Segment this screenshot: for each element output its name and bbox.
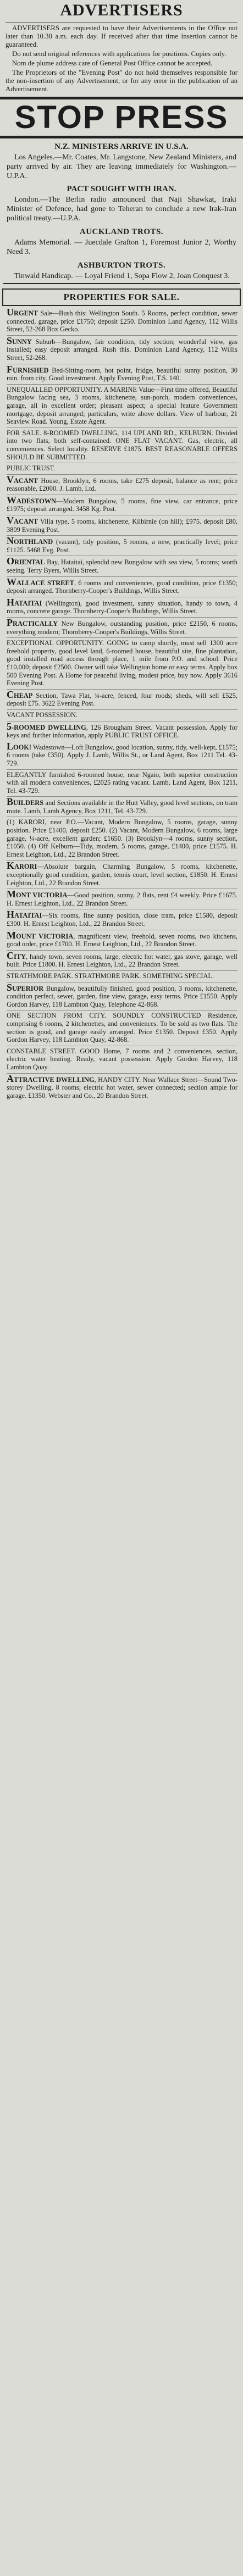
results-body — [0, 271, 243, 281]
ad-text: , handy town, seven rooms, large, electric hot water, gas stove, garage, well built. Price £1800. H. Ernest Leighton, Ltd., 22 Brandon Street. — [7, 952, 238, 969]
classified-ad — [7, 721, 238, 741]
classified-ad — [7, 982, 238, 1011]
ad-initial: M — [7, 889, 16, 900]
ad-lead: URNISHED — [13, 366, 49, 374]
classified-ad — [7, 909, 238, 930]
ad-lead: TTRACTIVE DWELLING — [14, 1075, 95, 1084]
classified-ad — [7, 428, 238, 463]
ad-initial: S — [7, 981, 13, 993]
ad-initial: U — [7, 307, 14, 318]
ad-lead: ITY — [14, 952, 26, 961]
results-text: Adams Memorial. — Juecdale Grafton 1, Foremost Junior 2, Worthy Need 3. — [7, 238, 236, 256]
classified-ad — [7, 741, 238, 770]
ad-text: (vacant), tidy position, 5 rooms, a new, practically level; price £1125. 5468 Evg. Post. — [7, 538, 238, 554]
classified-ad — [7, 1046, 238, 1074]
classified-ad — [7, 463, 238, 475]
divider — [5, 22, 238, 23]
ad-text: Villa type, 5 rooms, kitchenette, Kilbirnie (on hill); £975. deposit £80, 3809 Evening Post. — [7, 518, 238, 534]
ad-initial: B — [7, 796, 14, 808]
ad-lead: -ROOMED DWELLING — [12, 723, 86, 731]
classified-ad — [7, 495, 238, 515]
ad-lead: ACANT — [14, 518, 38, 526]
ad-text: —Modern Bungalow, 5 rooms, fine view, car entrance, price £1975; deposit arranged. 3458 Kg. Post. — [7, 497, 238, 513]
story-headline: N.Z. MINISTERS ARRIVE IN U.S.A. — [54, 142, 189, 151]
ad-text: —Good position, sunny, 2 flats, rent £4 weekly. Price £1675. H. Ernest Leighton, Ltd., 22 Brandon Street. — [7, 891, 238, 907]
classified-ad — [7, 536, 238, 556]
ad-initial: M — [7, 929, 16, 941]
ad-lead: RACTICALLY — [13, 620, 58, 628]
ad-text: FOR SALE. 8-ROOMED DWELLING, 114 UPLAND RD., KELBURN. Divided into two flats, both self-contained. ONE FLAT VACANT. Gas, electric, all conveniences. Select locality. RESERVE £1875. BEST REASONABLE OFFERS SHOULD BE SUBMITTED. — [7, 429, 238, 461]
ad-text: New Bungalow, outstanding position, price £2150, 6 rooms, everything modern; Thornberry-Cooper's Buildings, Willis Street. — [7, 620, 238, 636]
ad-text: (Wellington), good investment, sunny situation, handy to town, 4 rooms, concrete garage. Thornberry-Cooper's Buildings, Willis Street. — [7, 599, 238, 615]
ad-text: (1) KARORI, near P.O.—Vacant, Modern Bungalow, 5 rooms, garage, sunny position. Price £1400, deposit £250. (2) Vacant, Modern Bungalow, 6 rooms, large garage, ¼-acre, excellent garden; £1650. (3) Brooklyn—4 rooms, sunny section, £1050. (4) Off Kelburn—Tidy, modern, 5 rooms, garage, £1400, price £1575. H. Ernest Leighton, Ltd., 22 Brandon Street. — [7, 818, 238, 858]
classified-ad — [7, 307, 238, 336]
ad-lead: RGENT — [14, 309, 38, 317]
ad-text: Bay, Hataitai, splendid new Bungalow with sea view, 5 rooms; worth seeing. Terry Byers, Willis Street. — [7, 558, 238, 575]
classified-ad — [7, 797, 238, 817]
classified-ad — [7, 951, 238, 971]
advertisers-heading: ADVERTISERS — [60, 1, 183, 19]
ad-initial: V — [7, 474, 14, 485]
ad-text: Suburb—Bungalow, fair condition, tidy section; wonderful view, gas installed; easy deposit arranged. Rush this. Dominion Land Agency, 112 Willis Street, 52-268. — [7, 337, 238, 362]
ad-initial: P — [7, 617, 13, 628]
classified-ad — [7, 1074, 238, 1102]
classified-ad — [7, 597, 238, 618]
classified-ad — [7, 475, 238, 495]
ad-initial: 5 — [7, 720, 12, 732]
ad-text: House, Brooklyn, 6 rooms, take £275 deposit, balance as rent; price reasonable, £2000. J. Lamb, Ltd. — [7, 476, 238, 493]
classified-ad — [7, 930, 238, 951]
advertisers-note: Do not send original references with applications for positions. Copies only. — [12, 50, 227, 58]
ad-text: , HANDY CITY. Near Wallace Street—Sound Two-storey Dwelling, 8 rooms; electric hot water, sewer connected; section ample for garage. £1350. Webster and Co., 20 Brandon Street. — [7, 1075, 238, 1100]
stop-press-heading: STOP PRESS — [0, 97, 243, 138]
ad-initial: W — [7, 576, 16, 587]
ad-initial: O — [7, 556, 15, 567]
classified-ad — [7, 971, 238, 982]
ad-text: , magnificent view, freehold, seven rooms, two kitchens, good order, price £1700. H. Ernest Leighton, Ltd., 22 Brandon Street. — [7, 932, 238, 948]
ad-lead: ARORI — [14, 863, 37, 871]
ad-text: , 6 rooms and conveniences, good condition, price £1350; deposit arranged. Thornberry-Cooper's Buildings, Willis Street. — [7, 579, 238, 595]
ad-text: ELEGANTLY furnished 6-roomed house, near Ngaio, both superior construction with all modern conveniences, £2025 rating vacant. Lamb, Land Agent, Box 1211, Tel. 43-729. — [7, 770, 238, 795]
ad-lead: ATAITAI — [14, 599, 42, 607]
ad-text: —Absolute bargain, Charming Bungalow, 5 rooms, kitchenette, exceptionally good condition, garden, tennis court, level section, £1850. H. Ernest Leighton, Ltd., 22 Brandon Street. — [7, 863, 238, 887]
ad-initial: F — [7, 363, 13, 375]
story-paragraph: London.—The Berlin radio announced that Naji Shawkat, Iraki Minister of Defence, had gone to Teheran to conclude a new Irak-Iran political treaty.—U.P.A. — [7, 196, 236, 223]
classified-ad — [7, 577, 238, 597]
classified-ad — [7, 817, 238, 860]
classified-ad — [7, 889, 238, 909]
ad-initial: W — [7, 494, 16, 506]
ad-text: STRATHMORE PARK. STRATHMORE PARK. SOMETHING SPECIAL. — [7, 971, 214, 980]
advertisers-note: ADVERTISERS are requested to have their Advertisements in the Office not later than 10.30 a.m. each day. If received after that time insertion cannot be guaranteed. — [5, 24, 238, 48]
ad-initial: C — [7, 689, 14, 700]
ad-text: , 126 Brougham Street. Vacant possession. Apply for keys and further information, apply PUBLIC TRUST OFFICE. — [7, 723, 238, 740]
classified-ad — [7, 385, 238, 428]
ad-lead: HEAP — [14, 691, 33, 699]
story-headline: PACT SOUGHT WITH IRAN. — [67, 185, 176, 193]
ad-text: VACANT POSSESSION. — [7, 710, 78, 719]
ad-lead: OOK! — [13, 743, 32, 751]
ad-text: CONSTABLE STREET. GOOD Home, 7 rooms and 2 conveniences, section, electric water heating. Ready, vacant possession. Apply Gordon Harvey, 118 Lambton Quay. — [7, 1047, 238, 1071]
ad-text: UNEQUALLED OPPORTUNITY. A MARINE Value—First time offered, Beautiful Bungalow facing sea, 3 rooms, kitchenette, sun-porch, modern conveniences, garage, all in excellent order; pleasant aspect; a special feature Government mortgage, deposit arranged; particulars, write above dollars. View of harbour, 21 Seaview Road. Young, Estate Agent. — [7, 385, 238, 426]
results-heading: ASHBURTON TROTS. — [77, 261, 166, 270]
ad-initial: A — [7, 1073, 14, 1084]
ad-initial: H — [7, 909, 15, 920]
story-paragraph: Los Angeles.—Mr. Coates, Mr. Langstone, New Zealand Ministers, and party arrived by air. They are leaving immediately for Washington.—U.P.A. — [7, 153, 236, 180]
ad-text: ONE SECTION FROM CITY. SOUNDLY CONSTRUCTED Residence, comprising 6 rooms, 2 kitchenettes, and conveniences. To be sold as two flats. The section is good, and garage easily arranged. Price £1350. Deposit £350. Apply Gordon Harvey, 118 Lambton Quay, 42-868. — [7, 1012, 238, 1044]
results-heading: AUCKLAND TROTS. — [79, 227, 164, 236]
ad-text: PUBLIC TRUST. — [7, 464, 56, 473]
classified-ad — [7, 770, 238, 797]
classified-ad — [7, 1011, 238, 1046]
ad-lead: OUNT VICTORIA — [16, 932, 74, 940]
ad-initial: S — [7, 335, 13, 346]
ad-lead: ALLACE STREET — [16, 579, 74, 587]
ad-initial: L — [7, 740, 14, 752]
classified-ad — [7, 690, 238, 710]
ad-lead: ONT VICTORIA — [16, 891, 68, 900]
classified-ad — [7, 364, 238, 385]
ad-lead: ATAITAI — [14, 912, 42, 920]
classified-ads — [0, 307, 243, 741]
ad-text: Bungalow, beautifully finished, good position, 3 rooms, kitchenette, condition perfect, sewer, garden, fine view, garage, easy terms. Price £1550. Apply Gordon Harvey, 118 Lambton Quay, Telephone 42-868. — [7, 984, 238, 1008]
properties-heading: PROPERTIES FOR SALE. — [2, 288, 241, 306]
ad-initial: H — [7, 596, 15, 608]
advertisers-note: Nom de plume address care of General Post Office cannot be accepted. — [12, 59, 213, 67]
ad-text: —Six rooms, fine sunny position, close tram, price £1580, deposit £300. H. Ernest Leighton, Ltd., 22 Brandon Street. — [7, 912, 238, 928]
advertisers-notes — [0, 24, 243, 93]
divider — [3, 283, 240, 284]
results-body — [0, 238, 243, 257]
ad-text: Wadestown—Loft Bungalow, good location, sunny, tidy, well-kept, £1575; 6 rooms (take £350). Apply J. Lamb, Willis St., or Land Agent, Box 1211 Tel. 43-729. — [7, 743, 238, 767]
ad-lead: ACANT — [14, 476, 38, 485]
ad-text: EXCEPTIONAL OPPORTUNITY. GOING to camp shortly, must sell 1300 acre freehold property, good level land, 6-roomed house, beautiful site, fine plantation, good installed road access through place, 1 mile from P.O. and school. Price £10,000; deposit £2500. Owner will take Wellington home or easy terms. Apply box 500 Evening Post. A Home for peaceful living, modest price, buy now. Apply 3616 Evening Post. — [7, 639, 238, 687]
classified-ad — [7, 336, 238, 364]
ad-lead: RIENTAL — [14, 558, 45, 567]
ad-initial: V — [7, 515, 14, 526]
ad-initial: C — [7, 950, 14, 961]
advertisers-note: The Proprietors of the "Evening Post" do not hold themselves responsible for the non-insertion of any Advertisement, or for any error in the publication of an Advertisement. — [5, 69, 238, 93]
classified-ad — [7, 515, 238, 536]
results-text: Tinwald Handicap. — Loyal Friend 1, Sopa Flow 2, Joan Conquest 3. — [14, 272, 230, 280]
ad-initial: N — [7, 535, 14, 547]
ad-initial: K — [7, 860, 15, 871]
ad-text: and Sections available in the Hutt Valley, good level sections, on tram route. Lamb, Lamb Agency, Box 1211, Tel. 43-729. — [7, 799, 238, 815]
ad-lead: ADESTOWN — [16, 497, 57, 505]
classified-ad — [7, 860, 238, 889]
story-body — [0, 195, 243, 223]
story-body — [0, 153, 243, 181]
ad-lead: ORTHLAND — [14, 538, 53, 546]
ad-lead: UILDERS — [13, 799, 44, 807]
classified-ad — [7, 638, 238, 690]
classified-ad — [7, 618, 238, 638]
ad-text: Section, Tawa Flat, ¾-acre, fenced, four roods; sheds, will sell £525, deposit £75. 3622 Evening Post. — [7, 691, 238, 708]
classified-ads — [0, 741, 243, 1102]
ad-lead: UPERIOR — [12, 984, 44, 992]
ad-text: Sale—Bush this: Wellington South. 5 Rooms, perfect condition, sewer connected, garage, price £1750; deposit £250. Dominion Land Agency, 112 Willis Street, 52-268 Box Gecko. — [7, 309, 238, 334]
classified-ad — [7, 710, 238, 721]
ad-text: Bed-Sitting-room, hot point, fridge, beautiful sunny position, 30 min. from city. Good investment. Apply Evening Post, T.S. 140. — [7, 366, 238, 382]
classified-ad — [7, 556, 238, 576]
ad-lead: UNNY — [12, 337, 32, 346]
